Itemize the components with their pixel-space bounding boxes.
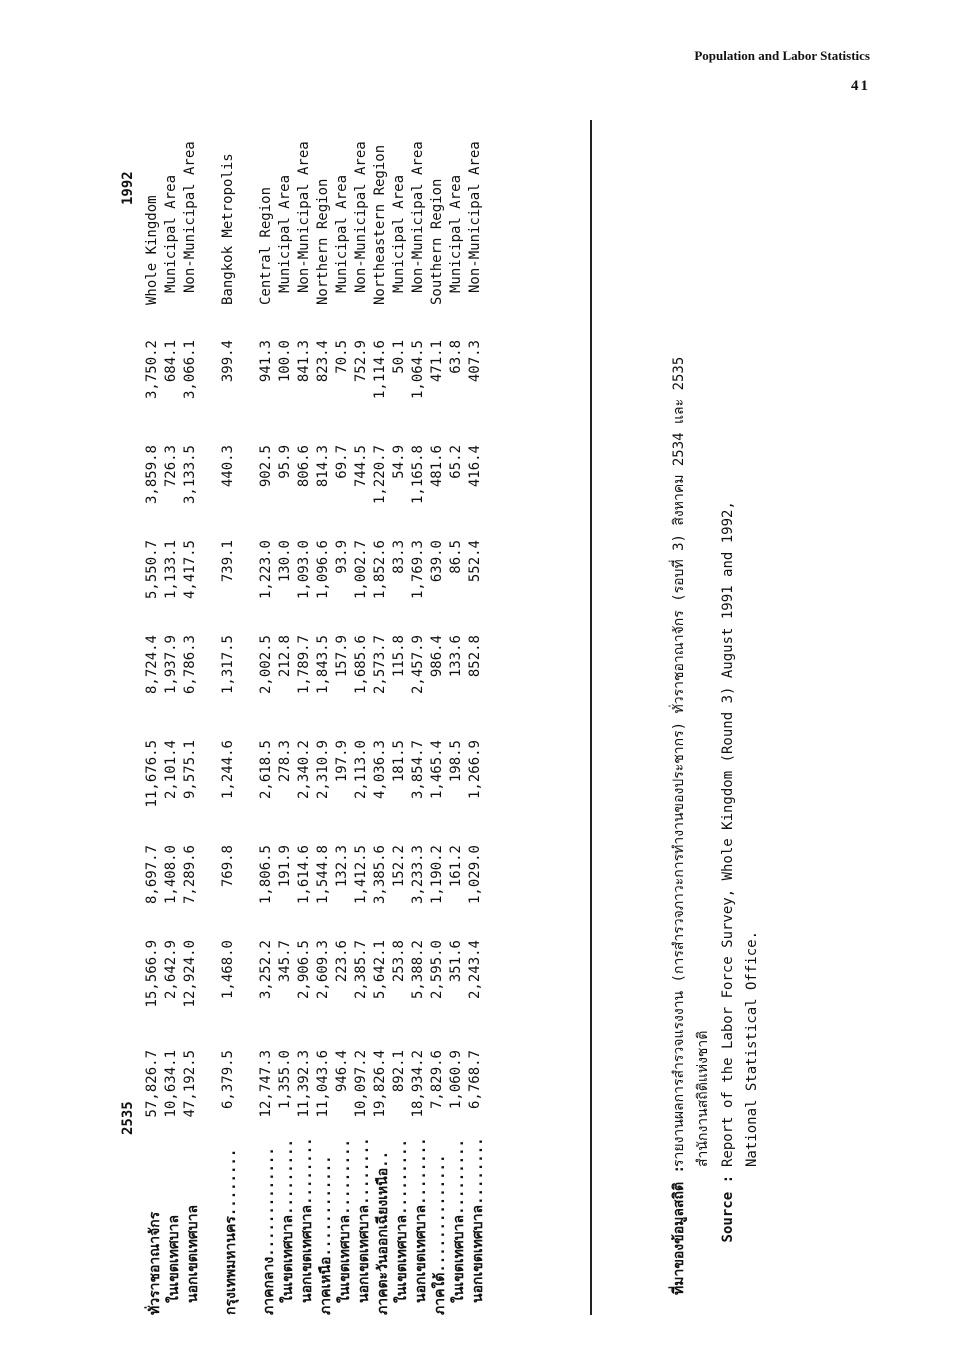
row-label-thai: ในเขตเทศบาล [166,1214,182,1303]
row-label-thai: ในเขตเทศบาล......... [451,1139,467,1303]
table-cell: 19,826.4 [372,1050,388,1118]
table-cell: 416.4 [467,445,483,488]
table-cell: 8,697.7 [144,845,160,905]
row-label-thai: ภาคตะวันออกเฉียงเหนือ.. [375,1150,391,1315]
table-cell: 1,852.6 [372,540,388,600]
table-cell: 12,924.0 [182,940,198,1008]
table-cell: 4,417.5 [182,540,198,600]
table-cell: 639.0 [429,540,445,583]
table-cell: 351.6 [448,940,464,983]
table-cell: 47,192.5 [182,1050,198,1118]
table-cell: 941.3 [258,340,274,383]
source-english-label: Source : [720,1175,736,1243]
table-cell: 5,550.7 [144,540,160,600]
table-cell: 10,634.1 [163,1050,179,1118]
table-cell: 161.2 [448,845,464,888]
table-cell: 50.1 [391,340,407,374]
table-cell: 902.5 [258,445,274,488]
row-label-thai: ทั่วราชอาณาจักร [147,1211,163,1315]
row-label-thai: ภาคกลาง............. [261,1147,277,1315]
row-label-english: Southern Region [429,178,445,305]
table-cell: 69.7 [334,445,350,479]
source-thai-line-1 [668,357,690,1295]
table-cell: 1,317.5 [220,635,236,695]
table-cell: 2,385.7 [353,940,369,1000]
table-cell: 1,133.1 [163,540,179,600]
table-cell: 1,544.8 [315,845,331,905]
row-label-english: Non-Municipal Area [467,141,483,293]
table-cell: 181.5 [391,740,407,783]
table-cell: 100.0 [277,340,293,383]
table-cell: 345.7 [277,940,293,983]
row-label-english: Municipal Area [163,174,179,293]
table-cell: 157.9 [334,635,350,678]
table-cell: 4,036.3 [372,740,388,800]
row-label-thai: นอกเขตเทศบาล........ [470,1137,486,1303]
table-cell: 3,066.1 [182,340,198,400]
table-cell: 1,266.9 [467,740,483,800]
table-cell: 2,101.4 [163,740,179,800]
table-cell: 212.8 [277,635,293,678]
source-english-text: Report of the Labor Force Survey, Whole Kingdom (Round 3) August 1991 and 1992, [720,501,736,1167]
row-label-english: Northeastern Region [372,144,388,305]
source-thai-office: สำนักงานสถิติแห่งชาติ [695,1030,711,1167]
source-english-office: National Statistical Office. [744,930,760,1167]
table-cell: 54.9 [391,445,407,479]
table-cell: 1,465.4 [429,740,445,800]
table-cell: 9,575.1 [182,740,198,800]
row-label-english: Municipal Area [277,174,293,293]
table-cell: 11,043.6 [315,1050,331,1118]
row-label-thai: นอกเขตเทศบาล........ [413,1137,429,1303]
table-cell: 1,093.0 [296,540,312,600]
table-cell: 198.5 [448,740,464,783]
table-cell: 726.3 [163,445,179,488]
table-cell: 1,220.7 [372,445,388,505]
row-label-thai: กรุงเทพมหานคร........ [223,1148,239,1315]
table-cell: 2,906.5 [296,940,312,1000]
table-cell: 986.4 [429,635,445,678]
table-cell: 3,133.5 [182,445,198,505]
row-label-thai: นอกเขตเทศบาล [185,1204,201,1303]
table-cell: 57,826.7 [144,1050,160,1118]
table-cell: 1,937.9 [163,635,179,695]
table-cell: 2,310.9 [315,740,331,800]
row-label-english: Non-Municipal Area [410,141,426,293]
table-cell: 739.1 [220,540,236,583]
source-thai-text: รายงานผลการสำรวจแรงงาน (การสำรวจภาวะการทำงานของประชากร) ทั่วราชอาณาจักร (รอบที่ 3) สิงหาคม 2534 และ 2535 [671,356,687,1167]
table-cell: 1,806.5 [258,845,274,905]
table-cell: 407.3 [467,340,483,383]
table-cell: 2,340.2 [296,740,312,800]
table-cell: 152.2 [391,845,407,888]
table-cell: 5,642.1 [372,940,388,1000]
row-label-thai: ภาคใต้.............. [432,1154,448,1315]
table-cell: 2,457.9 [410,635,426,695]
row-label-thai: นอกเขตเทศบาล........ [356,1137,372,1303]
table-cell: 1,064.5 [410,340,426,400]
table-cell: 1,060.9 [448,1050,464,1110]
table-cell: 1,468.0 [220,940,236,1000]
table-cell: 11,392.3 [296,1050,312,1118]
table-cell: 253.8 [391,940,407,983]
running-header: Population and Labor Statistics [694,48,870,63]
table-cell: 2,113.0 [353,740,369,800]
row-label-english: Bangkok Metropolis [220,153,236,305]
table-cell: 3,859.8 [144,445,160,505]
table-cell: 7,289.6 [182,845,198,905]
source-thai-line-2 [692,1031,714,1295]
table-cell: 399.4 [220,340,236,383]
table-cell: 18,934.2 [410,1050,426,1118]
table-cell: 6,786.3 [182,635,198,695]
row-label-english: Non-Municipal Area [353,141,369,293]
table-cell: 7,829.6 [429,1050,445,1110]
table-cell: 2,002.5 [258,635,274,695]
table-cell: 814.3 [315,445,331,488]
table-cell: 132.3 [334,845,350,888]
table-cell: 1,029.0 [467,845,483,905]
row-label-english: Non-Municipal Area [182,141,198,293]
row-label-thai: ภาคเหนือ............ [318,1155,334,1315]
table-cell: 1,002.7 [353,540,369,600]
table-cell: 5,388.2 [410,940,426,1000]
row-label-thai: ในเขตเทศบาล......... [337,1139,353,1303]
table-cell: 823.4 [315,340,331,383]
table-cell: 3,854.7 [410,740,426,800]
table-cell: 11,676.5 [144,740,160,808]
table-cell: 86.5 [448,540,464,574]
table-cell: 3,233.3 [410,845,426,905]
table-cell: 10,097.2 [353,1050,369,1118]
table-cell: 552.4 [467,540,483,583]
table-cell: 95.9 [277,445,293,479]
row-label-thai: นอกเขตเทศบาล........ [299,1137,315,1303]
table-cell: 8,724.4 [144,635,160,695]
table-cell: 2,573.7 [372,635,388,695]
table-cell: 1,614.6 [296,845,312,905]
row-label-thai: ในเขตเทศบาล......... [394,1139,410,1303]
table-cell: 2,243.4 [467,940,483,1000]
table-cell: 946.4 [334,1050,350,1093]
table-cell: 15,566.9 [144,940,160,1008]
table-cell: 3,385.6 [372,845,388,905]
table-cell: 1,114.6 [372,340,388,400]
table-cell: 2,609.3 [315,940,331,1000]
year-english-label: 1992 [120,171,136,205]
page-number: 41 [851,78,870,94]
table-cell: 12,747.3 [258,1050,274,1118]
table-cell: 471.1 [429,340,445,383]
table-cell: 1,165.8 [410,445,426,505]
source-thai-label: ที่มาของข้อมูลสถิติ : [671,1165,687,1295]
rotated-table-page [120,120,760,1315]
table-cell: 3,750.2 [144,340,160,400]
row-label-english: Whole Kingdom [144,195,160,305]
source-english-line-1 [720,501,736,1295]
row-label-english: Municipal Area [391,174,407,293]
table-cell: 769.8 [220,845,236,888]
table-cell: 191.9 [277,845,293,888]
table-cell: 1,096.6 [315,540,331,600]
table-cell: 83.3 [391,540,407,574]
table-cell: 841.3 [296,340,312,383]
table-cell: 223.6 [334,940,350,983]
table-cell: 133.6 [448,635,464,678]
table-cell: 1,769.3 [410,540,426,600]
table-cell: 6,379.5 [220,1050,236,1110]
table-cell: 1,355.0 [277,1050,293,1110]
table-cell: 130.0 [277,540,293,583]
table-cell: 806.6 [296,445,312,488]
table-cell: 440.3 [220,445,236,488]
source-english-line-2 [744,931,760,1295]
table-cell: 70.5 [334,340,350,374]
table-cell: 892.1 [391,1050,407,1093]
row-label-thai: ในเขตเทศบาล......... [280,1139,296,1303]
table-cell: 1,843.5 [315,635,331,695]
table-cell: 65.2 [448,445,464,479]
table-cell: 278.3 [277,740,293,783]
table-cell: 115.8 [391,635,407,678]
row-label-english: Northern Region [315,178,331,305]
table-cell: 481.6 [429,445,445,488]
table-cell: 2,618.5 [258,740,274,800]
table-cell: 2,642.9 [163,940,179,1000]
table-cell: 1,412.5 [353,845,369,905]
table-cell: 744.5 [353,445,369,488]
year-thai-label: 2535 [120,1101,136,1135]
table-cell: 63.8 [448,340,464,374]
table-cell: 1,244.6 [220,740,236,800]
table-cell: 852.8 [467,635,483,678]
row-label-english: Central Region [258,186,274,305]
row-label-english: Non-Municipal Area [296,141,312,293]
table-cell: 197.9 [334,740,350,783]
table-cell: 1,223.0 [258,540,274,600]
table-cell: 93.9 [334,540,350,574]
table-cell: 1,408.0 [163,845,179,905]
table-cell: 1,190.2 [429,845,445,905]
row-label-english: Municipal Area [448,174,464,293]
table-cell: 684.1 [163,340,179,383]
table-cell: 3,252.2 [258,940,274,1000]
table-cell: 6,768.7 [467,1050,483,1110]
divider-line [590,120,592,1315]
table-cell: 1,685.6 [353,635,369,695]
table-cell: 1,789.7 [296,635,312,695]
table-cell: 2,595.0 [429,940,445,1000]
table-cell: 752.9 [353,340,369,383]
row-label-english: Municipal Area [334,174,350,293]
